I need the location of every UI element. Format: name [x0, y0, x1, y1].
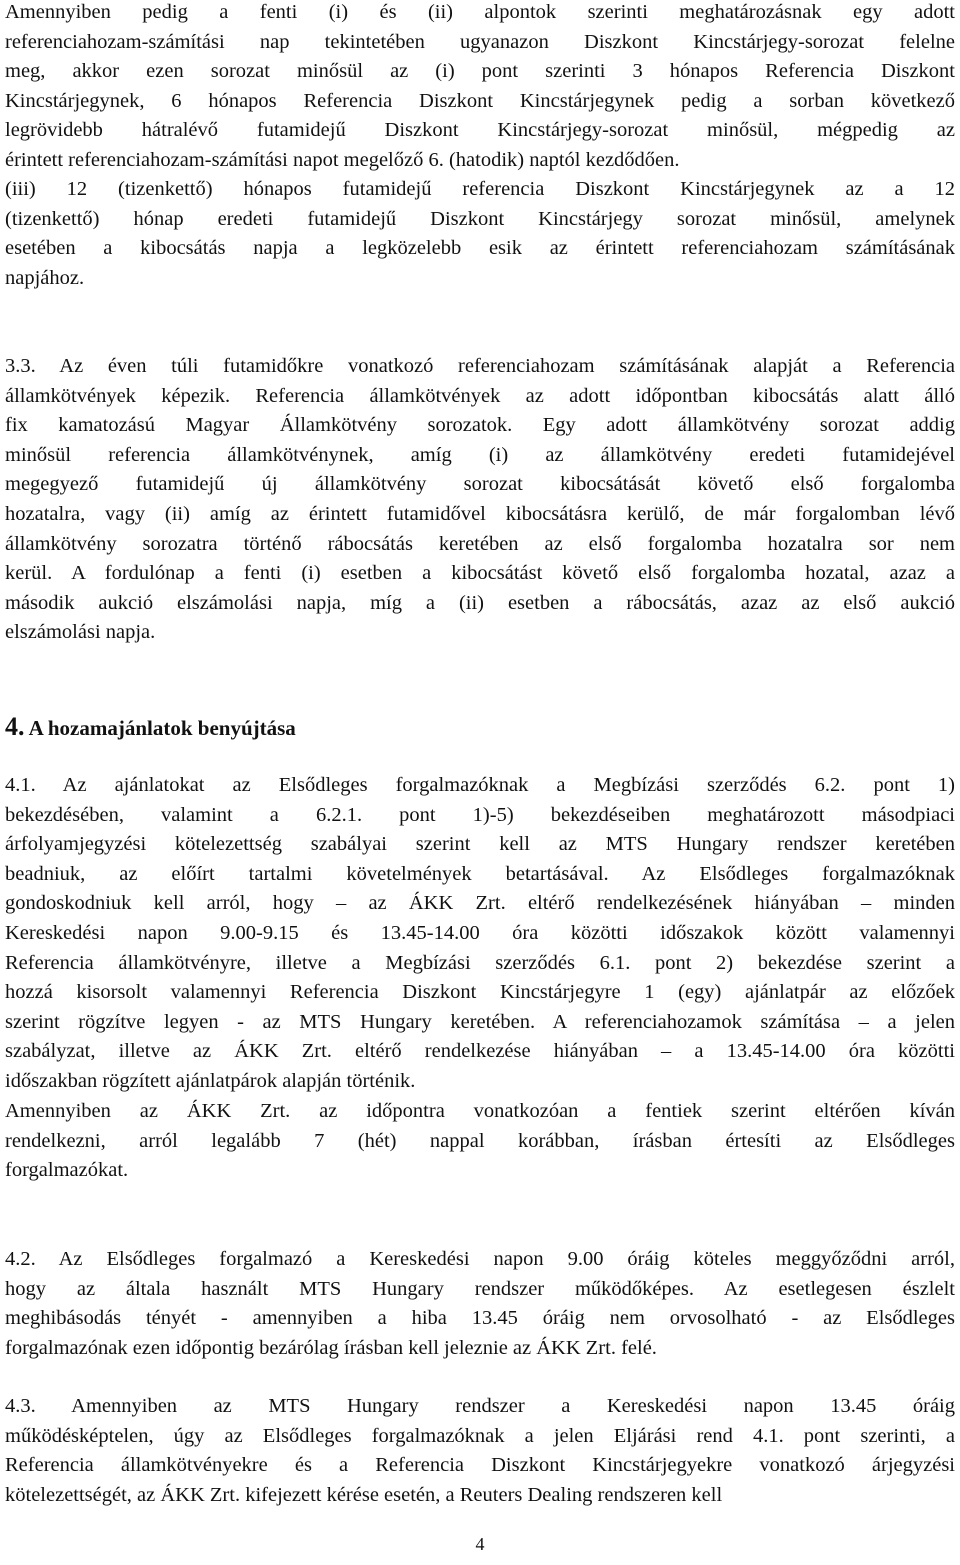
paragraph-reference-discount-treasury-bill [5, 0, 955, 176]
paragraph-4-1-submission-of-quotes [5, 771, 955, 1097]
text-line: rendelkezni, arról legalább 7 (hét) nappal korábban, írásban értesíti az Elsődleges [5, 1129, 955, 1152]
text-line: gondoskodniuk kell arról, hogy – az ÁKK Zrt. eltérő rendelkezésének hiányában – minden [5, 892, 955, 915]
text-line: esetében a kibocsátás napja a legközelebb esik az érintett referenciahozam számításának [5, 237, 955, 260]
section-heading-4 [5, 712, 955, 743]
text-line: árfolyamjegyzési kötelezettség szabályai szerint kell az MTS Hungary rendszer keretében [5, 833, 955, 856]
text-line: hozzá kisorsolt valamennyi Referencia Diszkont Kincstárjegyre 1 (egy) ajánlatpár az előzőek [5, 981, 955, 1004]
text-line: Amennyiben pedig a fenti (i) és (ii) alpontok szerinti meghatározásnak egy adott [5, 1, 955, 23]
text-line: második aukció elszámolási napja, míg a (ii) esetben a rábocsátás, azaz az első aukció [5, 591, 955, 614]
text-line: minősül referencia államkötvénynek, amíg (i) az államkötvény eredeti futamidejével [5, 443, 955, 466]
text-line: Kincstárjegynek, 6 hónapos Referencia Diszkont Kincstárjegynek pedig a sorban következő [5, 89, 955, 112]
paragraph-4-2-system-check [5, 1245, 955, 1363]
text-line: Referencia államkötvényre, illetve a Megbízási szerződés 6.1. pont 2) bekezdése szerint a [5, 951, 955, 974]
text-line: időszakban rögzített ajánlatpárok alapján történik. [5, 1069, 416, 1092]
text-line: államkötvények képezik. Referencia államkötvények az adott időpontban kibocsátás alatt álló [5, 384, 955, 407]
text-line: Referencia államkötvényekre és a Referencia Diszkont Kincstárjegyekre vonatkozó árjegyzési [5, 1454, 955, 1477]
text-line: forgalmazónak ezen időpontig bezárólag írásban kell jeleznie az ÁKK Zrt. felé. [5, 1336, 657, 1359]
text-line: 3.3. Az éven túli futamidőkre vonatkozó referenciahozam számításának alapját a Referencia [5, 355, 955, 377]
text-line: hozatalra, vagy (ii) amíg az érintett futamidővel kibocsátásra kerülő, de már forgalomban lévő [5, 502, 955, 525]
text-line: szerint rögzítve legyen - az MTS Hungary keretében. A referenciahozamok számítása – a jelen [5, 1010, 955, 1033]
text-line: Amennyiben az ÁKK Zrt. az időpontra vonatkozóan a fentiek szerint eltérően kíván [5, 1100, 955, 1122]
text-line: hogy az általa használt MTS Hungary rendszer működőképes. Az esetlegesen észlelt [5, 1277, 955, 1300]
paragraph-3-3-reference-government-bonds [5, 352, 955, 648]
section-title: A hozamajánlatok benyújtása [24, 716, 296, 740]
text-line: meg, akkor ezen sorozat minősül az (i) pont szerinti 3 hónapos Referencia Diszkont [5, 60, 955, 83]
text-line: elszámolási napja. [5, 621, 156, 644]
text-line: szabályzat, illetve az ÁKK Zrt. eltérő rendelkezése hiányában – a 13.45-14.00 óra közötti [5, 1040, 955, 1063]
text-line: kerül. A fordulónap a fenti (i) esetben a kibocsátást követő első forgalomba hozatal, azaz a [5, 562, 955, 585]
text-line: referenciahozam-számítási nap tekintetében ugyanazon Diszkont Kincstárjegy-sorozat felelne [5, 30, 955, 53]
text-line: kötelezettségét, az ÁKK Zrt. kifejezett kérése esetén, a Reuters Dealing rendszeren kell [5, 1483, 723, 1506]
text-line: forgalmazókat. [5, 1159, 129, 1182]
text-line: (iii) 12 (tizenkettő) hónapos futamidejű referencia Diszkont Kincstárjegynek az a 12 [5, 178, 955, 200]
section-number: 4. [5, 712, 25, 741]
text-line: államkötvény sorozatra történő rábocsátás keretében az első forgalomba hozatalra sor nem [5, 532, 955, 555]
text-line: beadniuk, az előírt tartalmi követelmények betartásával. Az Elsődleges forgalmazóknak [5, 862, 955, 885]
paragraph-12-month-reference [5, 175, 955, 293]
text-line: (tizenkettő) hónap eredeti futamidejű Diszkont Kincstárjegy sorozat minősül, amelynek [5, 207, 955, 230]
text-line: megegyező futamidejű új államkötvény sorozat kibocsátását követő első forgalomba [5, 473, 955, 496]
text-line: fix kamatozású Magyar Államkötvény sorozatok. Egy adott államkötvény sorozat addig [5, 414, 955, 437]
page-number: 4 [475, 1534, 485, 1554]
text-line: bekezdésében, valamint a 6.2.1. pont 1)-5) bekezdéseiben meghatározott másodpiaci [5, 803, 955, 826]
text-line: napjához. [5, 266, 85, 289]
paragraph-4-3-system-failure [5, 1392, 955, 1510]
text-line: 4.1. Az ajánlatokat az Elsődleges forgalmazóknak a Megbízási szerződés 6.2. pont 1) [5, 774, 955, 796]
text-line: Kereskedési napon 9.00-9.15 és 13.45-14.00 óra közötti időszakok között valamennyi [5, 921, 955, 944]
text-line: legrövidebb hátralévő futamidejű Diszkont Kincstárjegy-sorozat minősül, mégpedig az [5, 119, 955, 142]
paragraph-akk-deviation-notice [5, 1097, 955, 1186]
text-line: meghibásodás tényét - amennyiben a hiba 13.45 óráig nem orvosolható - az Elsődleges [5, 1307, 955, 1330]
text-line: érintett referenciahozam-számítási napot megelőző 6. (hatodik) naptól kezdődően. [5, 148, 680, 171]
text-line: 4.2. Az Elsődleges forgalmazó a Kereskedési napon 9.00 óráig köteles meggyőződni arról, [5, 1248, 955, 1270]
text-line: működésképtelen, úgy az Elsődleges forgalmazóknak a jelen Eljárási rend 4.1. pont szerinti, a [5, 1424, 955, 1447]
text-line: 4.3. Amennyiben az MTS Hungary rendszer a Kereskedési napon 13.45 óráig [5, 1395, 955, 1417]
